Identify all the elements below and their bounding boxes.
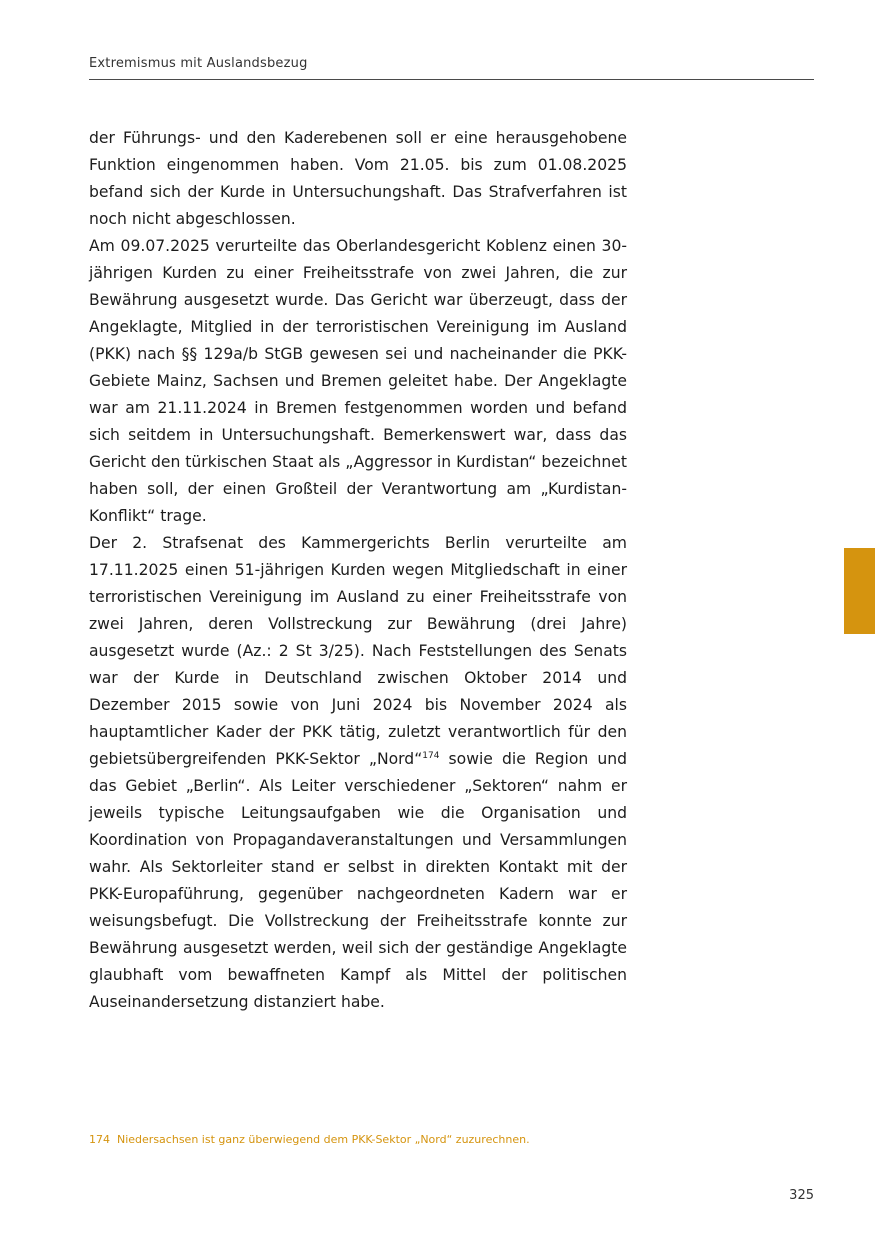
chapter-tab [844, 548, 875, 634]
paragraph-text: Der 2. Strafsenat des Kammergerichts Berlin verurteilte am 17.11.2025 einen 51-jährigen Kurden wegen Mitgliedschaft in einer terroristischen Vereinigung im Ausland zu einer Freiheitsstrafe von zwei Jahren, deren Vollstreckung zur Bewährung (drei Jahre) ausgesetzt wurde (Az.: 2 St 3/25). Nach Feststellungen des Senats war der Kurde in Deutschland zwischen Oktober 2014 und Dezember 2015 sowie von Juni 2024 bis November 2024 als hauptamtlicher Kader der PKK tätig, zuletzt verantwortlich für den gebietsübergreifenden PKK-Sektor „Nord“ [89, 534, 627, 768]
header-rule [89, 79, 814, 80]
body-text [89, 125, 627, 1016]
paragraph [89, 530, 627, 1016]
paragraph: Am 09.07.2025 verurteilte das Oberlandesgericht Koblenz einen 30-jährigen Kurden zu einer Freiheitsstrafe von zwei Jahren, die zur Bewährung ausgesetzt wurde. Das Gericht war überzeugt, dass der Angeklagte, Mitglied in der terroristischen Vereinigung im Ausland (PKK) nach §§ 129a/b StGB gewesen sei und nacheinander die PKK-Gebiete Mainz, Sachsen und Bremen geleitet habe. Der Angeklagte war am 21.11.2024 in Bremen festgenommen worden und befand sich seitdem in Untersuchungshaft. Bemerkenswert war, dass das Gericht den türkischen Staat als „Aggressor in Kurdistan“ bezeichnet haben soll, der einen Großteil der Verantwortung am „Kurdistan-Konflikt“ trage. [89, 237, 627, 525]
footnote-text: Niedersachsen ist ganz überwiegend dem PKK-Sektor „Nord“ zuzurechnen. [117, 1133, 530, 1146]
footnote [89, 1133, 689, 1146]
page-number: 325 [789, 1188, 814, 1203]
paragraph: der Führungs- und den Kaderebenen soll er eine herausgehobene Funktion eingenommen haben. Vom 21.05. bis zum 01.08.2025 befand sich der Kurde in Untersuchungshaft. Das Strafverfahren ist noch nicht abgeschlossen. [89, 129, 627, 228]
footnote-ref[interactable]: 174 [422, 751, 440, 761]
running-header: Extremismus mit Auslandsbezug [89, 56, 308, 71]
footnote-number: 174 [89, 1133, 110, 1146]
paragraph-text: sowie die Region und das Gebiet „Berlin“. Als Leiter verschiedener „Sektoren“ nahm er jeweils typische Leitungsaufgaben wie die Organisation und Koordination von Propagandaveranstaltungen und Versammlungen wahr. Als Sektorleiter stand er selbst in direkten Kontakt mit der PKK-Europaführung, gegenüber nachgeordneten Kadern war er weisungsbefugt. Die Vollstreckung der Freiheitsstrafe konnte zur Bewährung ausgesetzt werden, weil sich der geständige Angeklagte glaubhaft vom bewaffneten Kampf als Mittel der politischen Auseinandersetzung distanziert habe. [89, 750, 628, 1011]
